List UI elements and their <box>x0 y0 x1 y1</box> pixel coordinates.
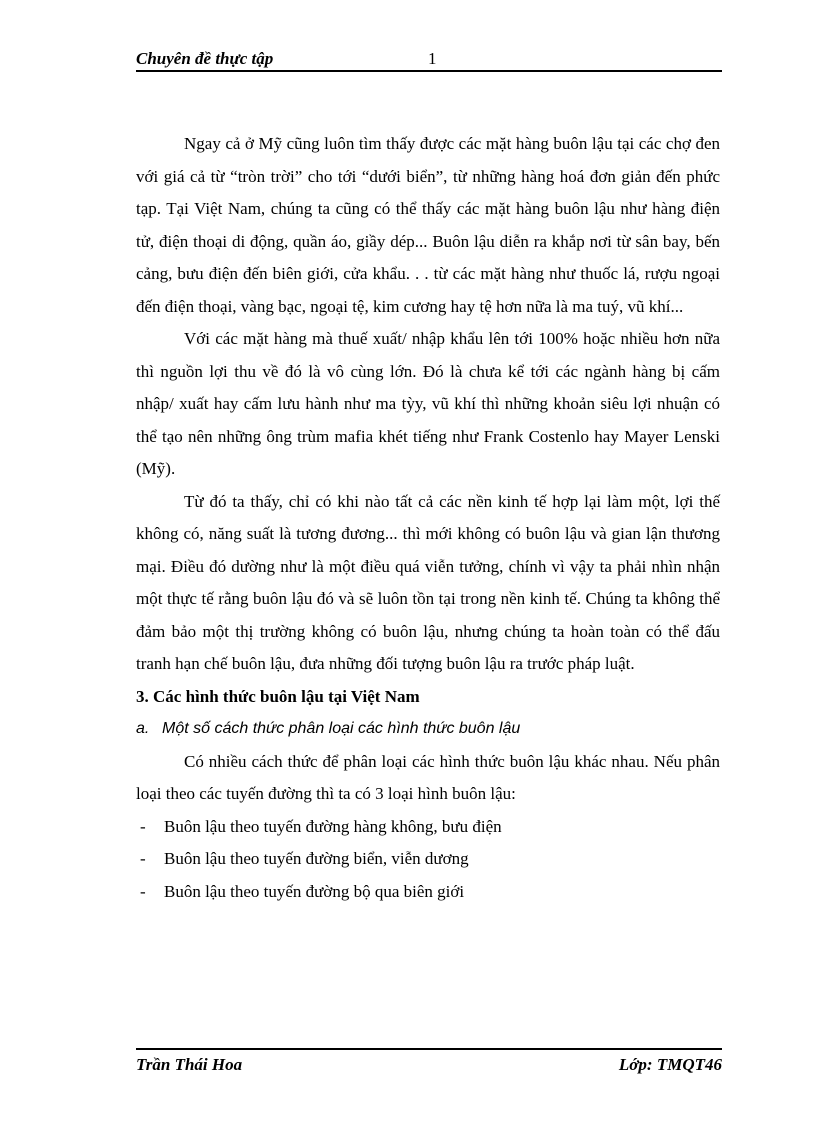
list-dash: - <box>140 849 146 868</box>
paragraph: Ngay cả ở Mỹ cũng luôn tìm thấy được các mặt hàng buôn lậu tại các chợ đen với giá cả từ “tròn trời” cho tới “dưới biển”, từ những hàng hoá đơn giản đến phức tạp. Tại Việt Nam, chúng ta cũng có thể thấy các mặt hàng buôn lậu như hàng điện tử, điện thoại di động, quần áo, giầy dép... Buôn lậu diễn ra khắp nơi từ sân bay, bến cảng, bưu điện đến biên giới, cửa khẩu. . . từ các mặt hàng như thuốc lá, rượu ngoại đến điện thoại, vàng bạc, ngoại tệ, kim cương hay tệ hơn nữa là ma tuý, vũ khí... <box>136 134 720 316</box>
paragraph: Với các mặt hàng mà thuế xuất/ nhập khẩu lên tới 100% hoặc nhiều hơn nữa thì nguồn lợi thu về đó là vô cùng lớn. Đó là chưa kể tới các ngành hàng bị cấm nhập/ xuất hay cấm lưu hành như ma tỳy, vũ khí thì những khoản siêu lợi nhuận có thể tạo nên những ông trùm mafia khét tiếng như Frank Costenlo hay Mayer Lenski (Mỹ). <box>136 329 720 478</box>
list-dash: - <box>140 881 146 901</box>
section-heading: 3. Các hình thức buôn lậu tại Việt Nam <box>136 686 420 706</box>
page-header <box>136 48 722 72</box>
subsection-letter: a. <box>136 720 150 737</box>
list-item <box>136 843 720 876</box>
paragraph: Từ đó ta thấy, chỉ có khi nào tất cả các nền kinh tế hợp lại làm một, lợi thế không có, năng suất là tương đương... thì mới không có buôn lậu và gian lận thương mại. Điều đó dường như là một điều quá viễn tưởng, chính vì vậy ta phải nhìn nhận một thực tế rằng buôn lậu đó và sẽ luôn tồn tại trong nền kinh tế. Chúng ta không thể đảm bảo một thị trường không có buôn lậu, nhưng chúng ta hoàn toàn có thể đấu tranh hạn chế buôn lậu, đưa những đối tượng buôn lậu ra trước pháp luật. <box>136 491 720 673</box>
list-item-text: Buôn lậu theo tuyến đường bộ qua biên giới <box>164 881 465 901</box>
header-rule <box>136 70 722 72</box>
subsection-heading <box>136 713 720 746</box>
paragraph: Có nhiều cách thức để phân loại các hình thức buôn lậu khác nhau. Nếu phân loại theo các tuyến đường thì ta có 3 loại hình buôn lậu: <box>136 751 720 803</box>
list-item-text: Buôn lậu theo tuyến đường hàng không, bưu điện <box>164 816 502 836</box>
page-number: 1 <box>428 49 437 68</box>
header-title: Chuyên đề thực tập <box>136 49 274 68</box>
list-dash: - <box>140 816 146 836</box>
footer-author: Trần Thái Hoa <box>136 1055 243 1074</box>
document-body <box>136 128 720 908</box>
list-item <box>136 876 720 909</box>
list-item-text: Buôn lậu theo tuyến đường biển, viễn dương <box>164 849 469 868</box>
subsection-title: Một số cách thức phân loại các hình thức buôn lậu <box>162 720 521 737</box>
page-footer <box>136 1048 722 1078</box>
list-item <box>136 811 720 844</box>
route-list <box>136 811 720 909</box>
footer-rule <box>136 1048 722 1050</box>
footer-class: Lớp: TMQT46 <box>618 1055 722 1074</box>
